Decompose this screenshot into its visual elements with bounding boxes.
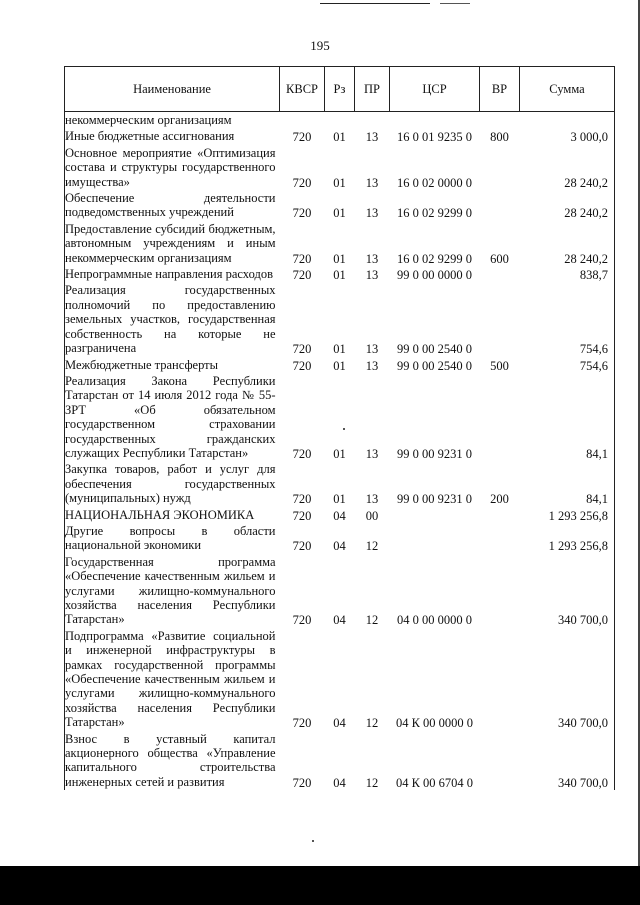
table-row bbox=[65, 266, 615, 282]
cell-sum: 754,6 bbox=[579, 342, 608, 357]
table-row bbox=[65, 628, 615, 731]
cell-csr: 99 0 00 9231 0 bbox=[397, 492, 472, 507]
cell-name: Основное мероприятие «Оптимизация состава и структуры государственного имущества» bbox=[65, 145, 276, 189]
cell-csr bbox=[390, 507, 480, 523]
cell-rz bbox=[325, 112, 355, 129]
cell-pr: 13 bbox=[365, 492, 379, 507]
cell-pr: 12 bbox=[365, 775, 379, 790]
cell-sum bbox=[520, 112, 615, 129]
cell-name: Взнос в уставный капитал акционерного общества «Управление капитального строительства инженерных сетей и развития bbox=[65, 731, 276, 789]
table-body bbox=[65, 112, 615, 791]
cell-sum: 1 293 256,8 bbox=[548, 508, 608, 523]
cell-vr bbox=[480, 266, 520, 282]
cell-kvsr: 720 bbox=[292, 358, 312, 373]
cell-kvsr: 720 bbox=[292, 613, 312, 628]
cell-vr bbox=[480, 628, 520, 731]
cell-vr: 500 bbox=[490, 358, 509, 373]
cell-rz: 04 bbox=[333, 508, 346, 523]
budget-table-container bbox=[64, 66, 614, 790]
cell-pr bbox=[355, 112, 390, 129]
table-row bbox=[65, 112, 615, 129]
cell-rz: 01 bbox=[333, 268, 346, 283]
table-row bbox=[65, 461, 615, 506]
cell-vr bbox=[480, 145, 520, 190]
cell-rz: 01 bbox=[333, 358, 346, 373]
cell-rz: 01 bbox=[333, 446, 346, 461]
cell-vr bbox=[480, 373, 520, 461]
cell-sum: 838,7 bbox=[579, 268, 608, 283]
cell-rz: 01 bbox=[333, 175, 346, 190]
cell-name: некоммерческим организациям bbox=[65, 113, 232, 127]
header-vr: ВР bbox=[480, 67, 520, 112]
cell-pr: 12 bbox=[365, 539, 379, 554]
scan-mark bbox=[320, 3, 430, 4]
cell-csr bbox=[390, 523, 480, 554]
cell-pr: 13 bbox=[365, 251, 379, 266]
cell-name: Другие вопросы в области национальной экономики bbox=[65, 523, 276, 553]
cell-name: Подпрограмма «Развитие социальной и инженерной инфраструктуры в рамках государственной программы «Обеспечение качественным жильем и услугами жилищно-коммунального хозяйства населения Республики Татарстан» bbox=[65, 628, 276, 730]
scan-speck bbox=[343, 428, 345, 430]
cell-csr: 99 0 00 9231 0 bbox=[397, 446, 472, 461]
cell-kvsr: 720 bbox=[292, 539, 312, 554]
cell-vr bbox=[480, 554, 520, 628]
cell-csr: 04 К 00 6704 0 bbox=[395, 775, 474, 790]
cell-sum: 28 240,2 bbox=[564, 175, 608, 190]
cell-rz: 04 bbox=[333, 539, 346, 554]
cell-rz: 01 bbox=[333, 342, 346, 357]
cell-rz: 04 bbox=[333, 613, 346, 628]
cell-sum: 3 000,0 bbox=[570, 130, 608, 145]
cell-pr: 13 bbox=[365, 130, 379, 145]
table-row bbox=[65, 190, 615, 221]
cell-vr: 200 bbox=[490, 492, 509, 507]
cell-name: Иные бюджетные ассигнования bbox=[65, 129, 235, 144]
table-row bbox=[65, 357, 615, 373]
cell-kvsr: 720 bbox=[292, 342, 312, 357]
header-pr: ПР bbox=[355, 67, 390, 112]
cell-kvsr: 720 bbox=[292, 716, 312, 731]
cell-vr bbox=[480, 523, 520, 554]
cell-csr: 16 0 02 9299 0 bbox=[397, 251, 472, 266]
table-row bbox=[65, 523, 615, 554]
table-row bbox=[65, 128, 615, 144]
cell-csr: 16 0 02 9299 0 bbox=[397, 206, 472, 221]
cell-sum: 28 240,2 bbox=[564, 206, 608, 221]
cell-rz: 04 bbox=[333, 716, 346, 731]
table-row bbox=[65, 221, 615, 266]
cell-csr bbox=[390, 112, 480, 129]
cell-kvsr: 720 bbox=[292, 492, 312, 507]
cell-pr: 13 bbox=[365, 175, 379, 190]
cell-csr: 16 0 02 0000 0 bbox=[397, 175, 472, 190]
cell-csr: 04 К 00 0000 0 bbox=[395, 716, 474, 731]
cell-rz: 01 bbox=[333, 206, 346, 221]
cell-pr: 13 bbox=[365, 358, 379, 373]
cell-pr: 12 bbox=[365, 716, 379, 731]
table-header-row bbox=[65, 67, 615, 112]
cell-kvsr bbox=[280, 112, 325, 129]
cell-kvsr: 720 bbox=[292, 268, 312, 283]
cell-pr: 13 bbox=[365, 206, 379, 221]
cell-pr: 12 bbox=[365, 613, 379, 628]
cell-sum: 84,1 bbox=[586, 446, 608, 461]
cell-kvsr: 720 bbox=[292, 251, 312, 266]
cell-kvsr: 720 bbox=[292, 175, 312, 190]
table-row bbox=[65, 731, 615, 791]
cell-vr: 600 bbox=[490, 251, 509, 266]
table-row bbox=[65, 282, 615, 356]
cell-kvsr: 720 bbox=[292, 206, 312, 221]
cell-pr: 13 bbox=[365, 446, 379, 461]
header-name: Наименование bbox=[65, 67, 280, 112]
cell-sum: 1 293 256,8 bbox=[548, 539, 608, 554]
cell-sum: 28 240,2 bbox=[564, 251, 608, 266]
cell-kvsr: 720 bbox=[292, 775, 312, 790]
cell-name: Реализация государственных полномочий по предоставлению земельных участков, государственная собственность на которые не разграничена bbox=[65, 283, 276, 356]
cell-rz: 04 bbox=[333, 775, 346, 790]
table-row bbox=[65, 373, 615, 461]
cell-name: Государственная программа «Обеспечение качественным жильем и услугами жилищно-коммунального хозяйства населения Республики Татарстан» bbox=[65, 554, 276, 627]
table-row bbox=[65, 145, 615, 190]
cell-name: Обеспечение деятельности подведомственных учреждений bbox=[65, 191, 276, 220]
cell-rz: 01 bbox=[333, 492, 346, 507]
cell-vr bbox=[480, 112, 520, 129]
scan-bottom-bar bbox=[0, 866, 640, 905]
cell-csr: 99 0 00 0000 0 bbox=[397, 268, 472, 283]
cell-pr: 13 bbox=[365, 342, 379, 357]
header-csr: ЦСР bbox=[390, 67, 480, 112]
header-kvsr: КВСР bbox=[280, 67, 325, 112]
page-number: 195 bbox=[310, 38, 330, 53]
cell-name: Реализация Закона Республики Татарстан от 14 июля 2012 года № 55-ЗРТ «Об обязательном государственном страховании государственных гражданских служащих Республики Татарстан» bbox=[65, 373, 276, 460]
cell-vr: 800 bbox=[490, 130, 509, 145]
cell-name: НАЦИОНАЛЬНАЯ ЭКОНОМИКА bbox=[65, 507, 255, 522]
cell-csr: 04 0 00 0000 0 bbox=[397, 613, 472, 628]
cell-kvsr: 720 bbox=[292, 508, 312, 523]
cell-kvsr: 720 bbox=[292, 446, 312, 461]
cell-name: Непрограммные направления расходов bbox=[65, 267, 273, 282]
cell-pr: 13 bbox=[365, 268, 379, 283]
cell-sum: 340 700,0 bbox=[558, 613, 608, 628]
header-rz: Рз bbox=[325, 67, 355, 112]
table-row bbox=[65, 507, 615, 523]
cell-kvsr: 720 bbox=[292, 130, 312, 145]
cell-vr bbox=[480, 282, 520, 356]
budget-table bbox=[64, 66, 615, 790]
cell-name: Предоставление субсидий бюджетным, автономным учреждениям и иным некоммерческим организациям bbox=[65, 221, 276, 265]
scan-mark bbox=[440, 3, 470, 4]
cell-csr: 99 0 00 2540 0 bbox=[397, 358, 472, 373]
scan-speck bbox=[312, 840, 314, 842]
cell-vr bbox=[480, 731, 520, 791]
header-sum: Сумма bbox=[520, 67, 615, 112]
cell-vr bbox=[480, 507, 520, 523]
cell-sum: 84,1 bbox=[586, 492, 608, 507]
cell-pr: 00 bbox=[365, 508, 379, 523]
cell-vr bbox=[480, 190, 520, 221]
cell-name: Закупка товаров, работ и услуг для обеспечения государственных (муниципальных) нужд bbox=[65, 462, 276, 506]
cell-sum: 754,6 bbox=[579, 358, 608, 373]
cell-name: Межбюджетные трансферты bbox=[65, 357, 219, 372]
cell-csr: 16 0 01 9235 0 bbox=[397, 130, 472, 145]
cell-csr: 99 0 00 2540 0 bbox=[397, 342, 472, 357]
cell-sum: 340 700,0 bbox=[558, 716, 608, 731]
table-row bbox=[65, 554, 615, 628]
cell-sum: 340 700,0 bbox=[558, 775, 608, 790]
cell-rz: 01 bbox=[333, 251, 346, 266]
cell-rz: 01 bbox=[333, 130, 346, 145]
